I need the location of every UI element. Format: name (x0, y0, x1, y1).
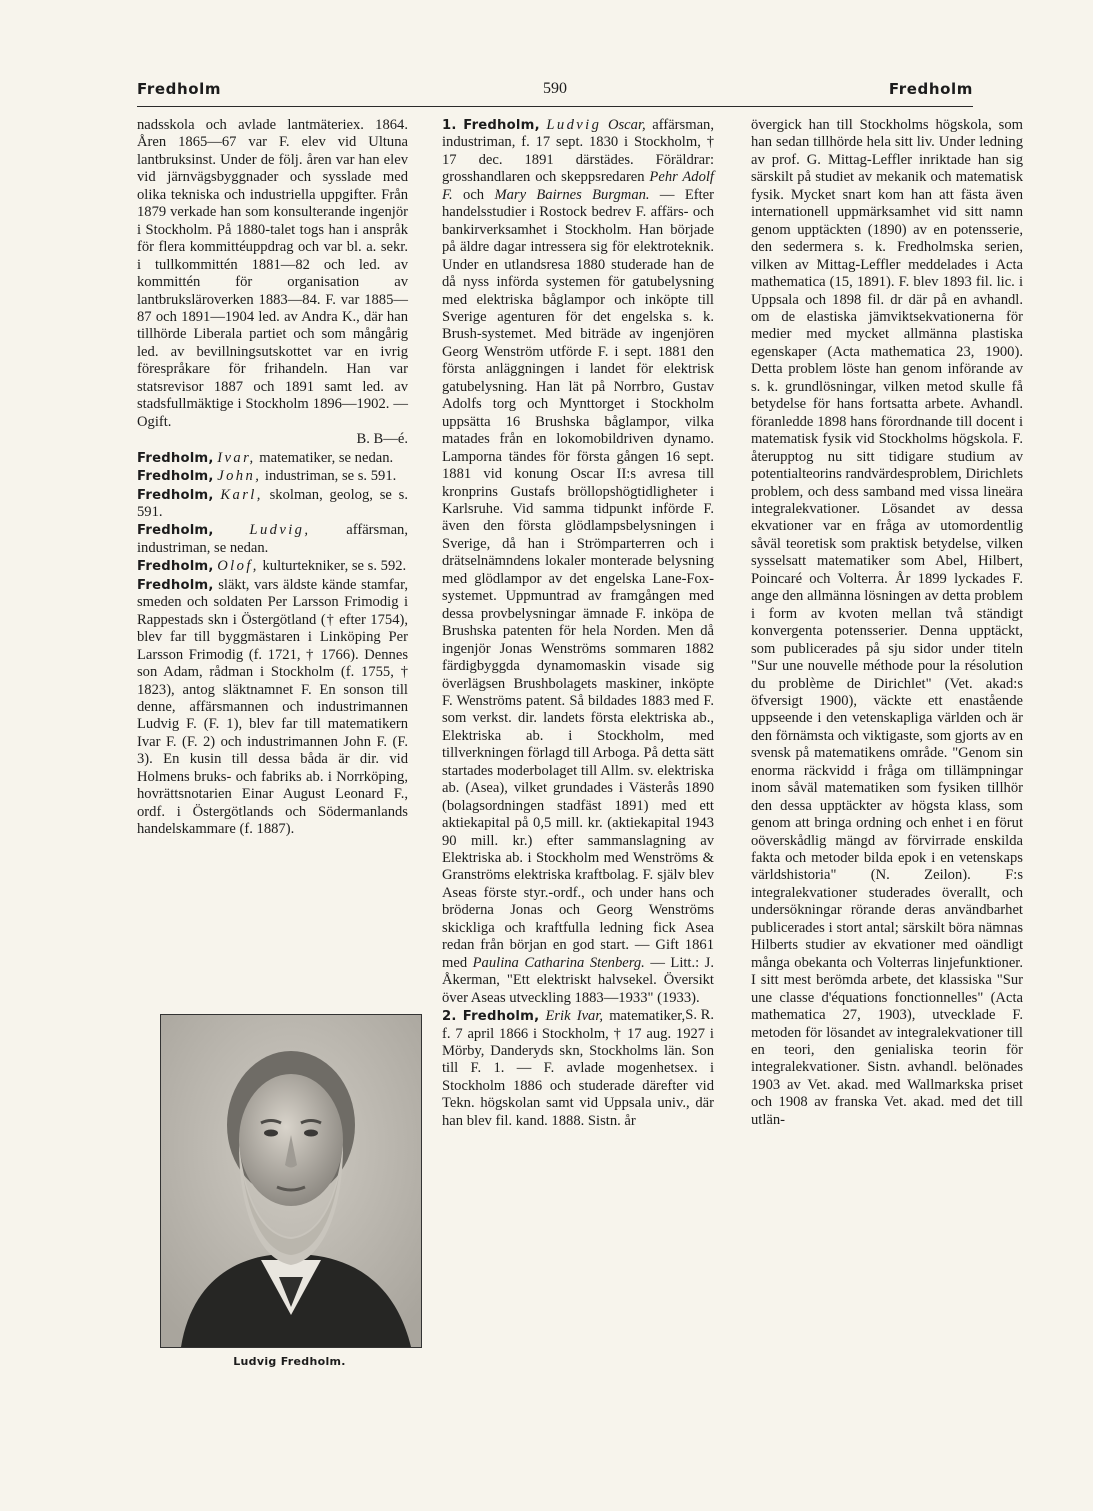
entry-john: Fredholm, John, industriman, se s. 591. (137, 468, 397, 485)
running-head (137, 80, 973, 102)
entry-ludvig: Fredholm, Ludvig, affärsman, industriman, se nedan. (137, 522, 408, 556)
entry-olof: Fredholm, Olof, kulturtekniker, se s. 592. (137, 558, 407, 575)
paragraph-continuation: nadsskola och avlade lantmäteriex. 1864. Åren 1865—67 var F. elev vid Ultuna lantbruksinst. Under de följ. åren var han elev vid järnvägsbyggnader och sysslade med olika tekniska och industriella uppgifter. Från 1879 verkade han som konsulterande ingenjör i Stockholm. På 1880-talet togs han i anspråk för flera kommittéuppdrag och var bl. a. sekr. i tullkommittén 1881—82 och led. av kommittén för organisation av lantbruksläroverken 1883—84. F. var 1885—87 och 1891—1904 led. av Andra K., där han tillhörde Liberala partiet och som mångårig led. av bevillningsutskottet var en ivrig förespråkare för frihandeln. Han var statsrevisor 1887 och 1891 samt led. av stadsfullmäktige i Stockholm 1896—1902. — Ogift. B. B—é. (137, 117, 408, 448)
entry-karl: Fredholm, Karl, skolman, geolog, se s. 591. (137, 486, 408, 520)
portrait-caption: Ludvig Fredholm. (233, 1355, 346, 1368)
running-head-left: Fredholm (137, 80, 222, 98)
column-2 (442, 117, 714, 1130)
running-head-right: Fredholm (888, 80, 973, 98)
entry-2-continuation: övergick han till Stockholms högskola, som han sedan tillhörde hela sitt liv. Under ledning av prof. G. Mittag-Leffler inriktade han sig särskilt på studiet av mekanik och matematisk fysik. Mycket snart kom han att fästa även internationell uppmärksamhet vid sitt namn genom upptäckten (1890) av en potensserie, den sedermera s. k. Fredholmska serien, vilken av Mittag-Leffler meddelades i Acta mathematica (15, 1891). F. blev 1893 fil. lic. i Uppsala och 1898 fil. dr där på en avhandl. om de elastiska jämviktsekvationerna för medier med mycket allmänna plastiska egenskaper (Acta mathematica 23, 1900). Detta problem löste han genom införande av s. k. grundlösningar, vilken metod skulle få betydelse för hans fortsatta arbete. Avhandl. föranledde 1898 hans förordnande till docent i matematisk fysik vid Stockholms högskola. F. återupptog nu sitt tidigare studium av potentialteorins randvärdesproblem, Dirichlets problem, och dess samband med vissa lineära integralekvationer. Lösandet av dessa ekvationer var en fråga av utomordentlig såväl teoretisk som praktisk betydelse, vilken sysselsatt matematiker som Abel, Hilbert, Poincaré och Volterra. År 1899 lyckades F. ange den allmänna lösningen av detta problem i form av kvoten mellan två ständigt konvergenta potensserier. Denna upptäckt, som publicerades på sju sidor under titeln "Sur une nouvelle méthode pour la résolution du problème de Dirichlet" (Vet. akad:s öfversigt 1900), väckte ett enastående uppseende i den vetenskapliga världen och är den förnämsta och viktigaste, som gjorts av en svensk på matematikens område. "Genom sin enorma räckvidd i fråga om tillämpningar inom såväl matematiken som fysiken tillhör den dessa upptäckter av högsta klass, som genom att bringa ordning och enhet i en förut oöverskådlig mängd av förvirrade enskilda fakta och metoder bilda epok i en vetenskaps världshistoria" (N. Zeilon). F:s integralekvationer studerades överallt, och undersökningar rörande deras användbarhet publicerades i stort antal; särskilt böra nämnas Hilberts studier av ekvationer med oändligt många obekanta och Volterras linjefunktioner. I sitt mest berömda arbete, det klassiska "Sur une classe d'équations fonctionnelles" (Acta mathematica 27, 1903), utvecklade F. metoden för lösandet av integralekvationer till en teori, den genialiska teorin för integralekvationer. Sistn. avhandl. belönades 1903 av Vet. akad. med Wallmarkska priset och 1908 av franska Vet. akad. med det till utlän- (751, 117, 1023, 1128)
signature: S. R. (685, 1007, 714, 1024)
entry-ivar: Fredholm, Ivar, matematiker, se nedan. (137, 449, 394, 466)
page-number: 590 (543, 80, 567, 97)
column-3 (751, 117, 1023, 1129)
entry-slakt: Fredholm, släkt, vars äldste kände stamfar, smeden och soldaten Per Larsson Frimodig i Rappestads skn i Östergötland († efter 1754), blev far till byggmästaren i Linköping Per Larsson Frimodig (f. 1721, † 1766). Dennes son Adam, rådman i Stockholm (f. 1755, † 1823), antog släktnamnet F. En sonson till denne, affärsmannen och industrimannen Ludvig F. (F. 1), blev far till matematikern Ivar F. (F. 2) och industrimannen John F. (F. 3). En kusin till dessa båda är dir. vid Holmens bruks- och fabriks ab. i Norrköping, hovrättsnotarien Einar August Leonard F., ordf. i Östergötlands och Södermanlands handelskammare (f. 1887). (137, 576, 408, 838)
signature: B. B—é. (356, 431, 408, 448)
entry-2-erik-ivar: 2. Fredholm, Erik Ivar, matematiker, f. 7 april 1866 i Stockholm, † 17 aug. 1927 i Mörby, Danderyds skn, Stockholms län. Son till F. 1. — F. avlade mogenhetsex. i Stockholm 1886 och studerade därefter vid Tekn. högskolan samt vid Uppsala univ., där han blev fil. kand. 1888. Sistn. år (442, 1008, 714, 1129)
column-1 (137, 117, 408, 839)
portrait-photo (160, 1014, 422, 1348)
entry-1-ludvig-oscar: 1. Fredholm, Ludvig Oscar, affärsman, industriman, f. 17 sept. 1830 i Stockholm, † 17 dec. 1891 därstädes. Föräldrar: grosshandlaren och skeppsredaren Pehr Adolf F. och Mary Bairnes Burgman. — Efter handelsstudier i Rostock bedrev F. affärs- och bankirverksamhet i Stockholm. Han började på äldre dagar intressera sig för elektroteknik. Under en utlandsresa 1880 studerade han de då nyss införda systemen för gatubelysning med elektriska båglampor och inköpte till Sverige agenturen för det engelska s. k. Brush-systemet. Med biträde av ingenjören Georg Wenström utförde F. i sept. 1881 den första anläggningen i landet för elektrisk gatubelysning. Han lät på Norrbro, Gustav Adolfs torg och Mynttorget i Stockholm uppsätta 16 Brushska båglampor, vilka matades från en lokomobildriven dynamo. Lamporna tändes för första gången 16 sept. 1881 vid konung Oscar II:s avresa till kronprins Gustafs bröllopshögtidligheter i Karlsruhe. Vid samma tidpunkt införde F. även den första glödlampsbelysningen i Sverige, då han i Strömparterren och i drätselnämndens lokaler monterade belysning med glödlampor av det engelska Lane-Fox-systemet. Uppmuntrad av framgången med dessa provbelysningar ämnade F. inköpa de Brushska patenten för hela Norden. Men då ingenjör Jonas Wenströms sommaren 1882 färdigbyggda dynamomaskin visade sig överlägsen Brushbolagets maskiner, inköpte F. Wenströms patent. Så bildades 1883 med F. som verkst. dir. landets första elektriska ab., Elektriska ab. i Stockholm, med tillverkningen förlagd till Arboga. På detta sätt startades moderbolaget till Allm. sv. elektriska ab. (Asea), vilket grundades i Västerås 1890 (bolagsordningen stadfäst 1891) med ett aktiekapital på 0,5 mill. kr. (aktiekapital 1943 90 mill. kr.) efter sammanslagning av Elektriska ab. i Stockholm med Wenströms & Granströms elektriska kraftbolag. F. själv blev Aseas förste styr.-ordf., och under hans och bröderna Jonas och Georg Wenströms skickliga och kraftfulla ledning fick Asea redan från början en god start. — Gift 1861 med Paulina Catharina Stenberg. — Litt.: J. Åkerman, "Ett elektriskt halvsekel. Översikt över Aseas utveckling 1883—1933" (1933). S. R. (442, 117, 715, 1024)
header-rule (137, 106, 973, 107)
portrait-illustration (161, 1015, 421, 1347)
